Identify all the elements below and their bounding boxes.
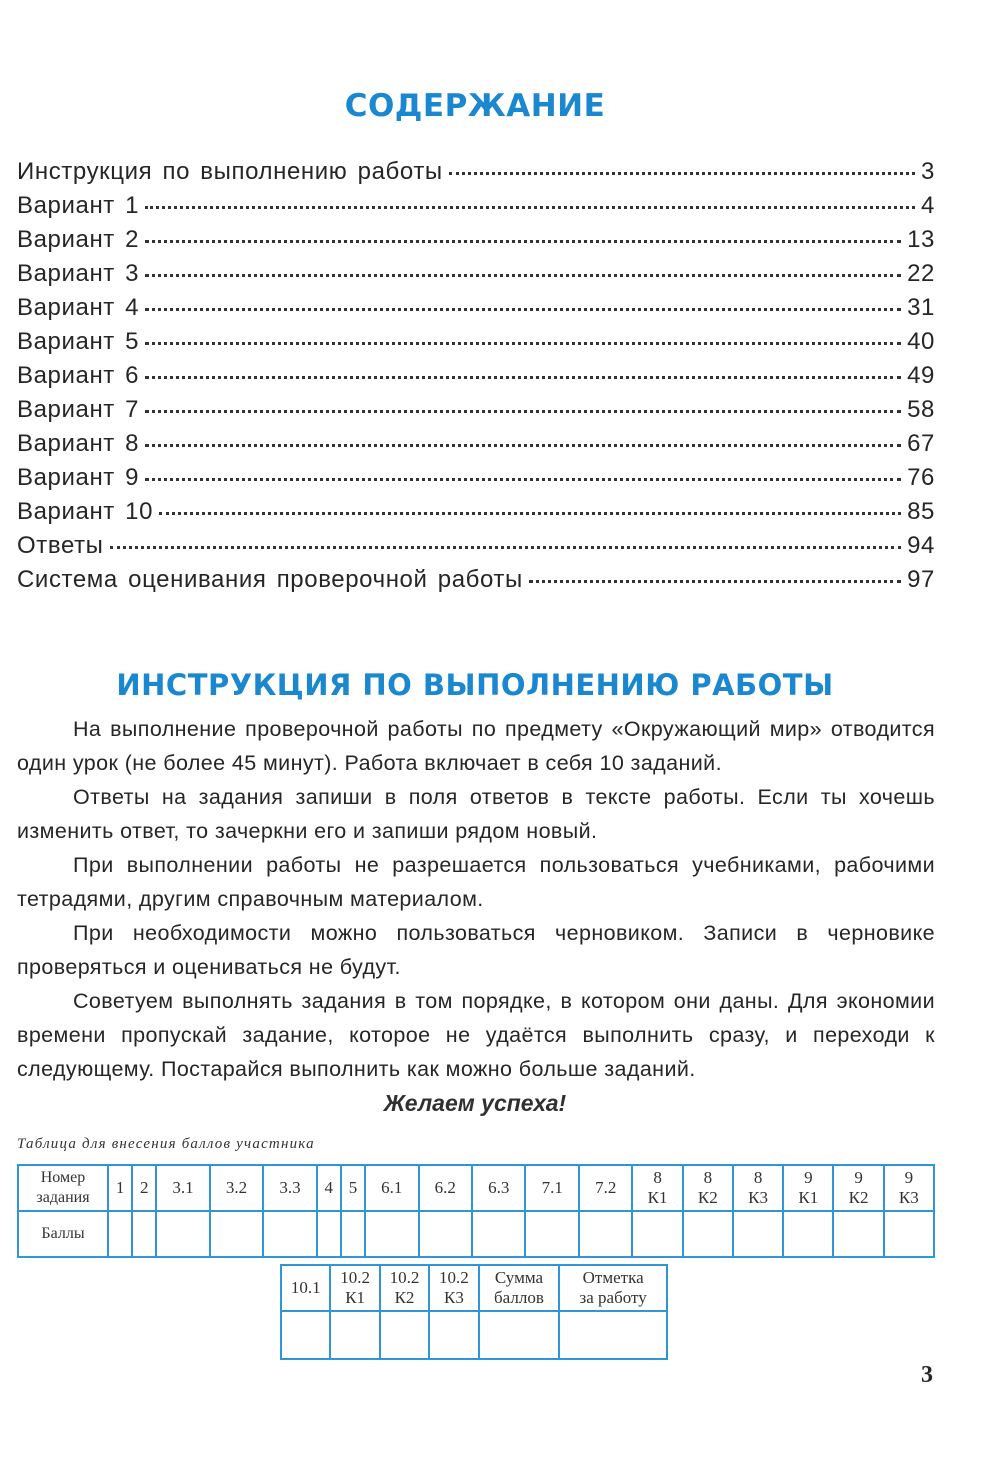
summary-header-cell-criterion: за работу	[579, 1288, 647, 1307]
toc-dot-leader	[145, 206, 915, 209]
toc-entry-page: 49	[907, 362, 935, 389]
task-header-cell	[472, 1165, 525, 1211]
toc-dot-leader	[529, 580, 901, 583]
toc-entry-page: 22	[907, 260, 935, 287]
task-header-cell-number: 9	[904, 1168, 914, 1187]
summary-header-cell	[559, 1265, 667, 1311]
toc-entry-label: Вариант 5	[17, 328, 140, 355]
summary-header-cell	[429, 1265, 478, 1311]
toc-entry-page: 13	[907, 226, 935, 253]
task-header-cell-criterion: К2	[848, 1188, 869, 1207]
task-header-cell-number: 6.3	[488, 1178, 510, 1197]
summary-header-cell	[281, 1265, 330, 1311]
summary-header-cell-number: 10.2	[389, 1268, 420, 1287]
toc-entry-page: 4	[921, 192, 935, 219]
task-header-cell	[156, 1165, 209, 1211]
score-input-cell[interactable]	[132, 1211, 156, 1257]
summary-header-cell	[380, 1265, 429, 1311]
toc-entry-page: 40	[907, 328, 935, 355]
toc-entry	[17, 396, 935, 430]
score-input-cell[interactable]	[365, 1211, 418, 1257]
toc-entry-page: 85	[907, 498, 935, 525]
summary-header-cell-number: 10.2	[439, 1268, 469, 1287]
score-table	[17, 1164, 935, 1258]
summary-header-cell-number: 10.2	[340, 1268, 370, 1287]
toc-entry	[17, 498, 935, 532]
task-header-cell	[419, 1165, 472, 1211]
score-input-cell[interactable]	[783, 1211, 833, 1257]
task-header-cell-number: 8	[703, 1168, 713, 1187]
summary-input-cell[interactable]	[429, 1311, 478, 1359]
task-header-cell-number: 7.2	[595, 1178, 617, 1197]
task-header-cell-number: 7.1	[541, 1178, 563, 1197]
instruction-paragraph: На выполнение проверочной работы по предмету «Окружающий мир» отводится один урок (не более 45 минут). Работа включает в себя 10 заданий.	[17, 717, 935, 775]
task-header-cell	[263, 1165, 316, 1211]
task-header-cell-criterion: К2	[697, 1188, 718, 1207]
task-header-cell-criterion: К3	[898, 1188, 919, 1207]
task-header-cell-criterion: К1	[798, 1188, 819, 1207]
task-header-cell-number: 6.1	[381, 1178, 403, 1197]
summary-header-cell-criterion: баллов	[494, 1288, 544, 1307]
good-luck-wish: Желаем успеха!	[383, 1090, 567, 1116]
task-header-cell-number: 9	[804, 1168, 813, 1187]
score-input-cell[interactable]	[108, 1211, 132, 1257]
score-input-cell[interactable]	[579, 1211, 632, 1257]
instruction-paragraph: Ответы на задания запиши в поля ответов в тексте работы. Если ты хочешь изменить ответ, то зачеркни его и запиши рядом новый.	[17, 785, 935, 843]
task-header-cell-number: 4	[324, 1178, 334, 1197]
task-header-cell	[108, 1165, 132, 1211]
toc-entry-label: Вариант 8	[17, 430, 140, 457]
toc-dot-leader	[145, 376, 901, 379]
summary-header-cell-criterion: К2	[394, 1288, 415, 1307]
summary-input-cell[interactable]	[330, 1311, 379, 1359]
score-input-cell[interactable]	[525, 1211, 578, 1257]
toc-entry	[17, 260, 935, 294]
task-header-cell-number: 8	[753, 1168, 763, 1187]
task-header-cell-number: 1	[115, 1178, 125, 1197]
task-header-cell-number: 9	[854, 1168, 863, 1187]
toc-entry	[17, 294, 935, 328]
task-header-cell	[733, 1165, 783, 1211]
task-header-cell	[525, 1165, 578, 1211]
toc-dot-leader	[145, 444, 901, 447]
toc-dot-leader	[145, 274, 901, 277]
toc-entry	[17, 158, 935, 192]
instruction-paragraph: При необходимости можно пользоваться черновиком. Записи в черновике проверяться и оцениваться не будут.	[17, 921, 935, 979]
score-table-caption: Таблица для внесения баллов участника	[17, 1136, 315, 1152]
task-header-cell	[317, 1165, 341, 1211]
toc-entry	[17, 430, 935, 464]
task-header-cell	[833, 1165, 883, 1211]
summary-header-cell-criterion: К3	[444, 1288, 464, 1307]
toc-entry-label: Инструкция по выполнению работы	[17, 158, 443, 185]
toc-entry-page: 3	[921, 158, 935, 185]
toc-entry-page: 31	[907, 294, 935, 321]
summary-input-cell[interactable]	[559, 1311, 667, 1359]
task-header-cell	[579, 1165, 632, 1211]
task-header-cell-number: 3.1	[172, 1178, 194, 1197]
task-header-cell-criterion: К1	[647, 1188, 668, 1207]
toc-entry-label: Вариант 9	[17, 464, 140, 491]
summary-header-cell	[479, 1265, 560, 1311]
toc-dot-leader	[145, 478, 901, 481]
task-header-cell-number: 6.2	[434, 1178, 456, 1197]
score-input-cell[interactable]	[156, 1211, 209, 1257]
score-input-cell[interactable]	[263, 1211, 316, 1257]
summary-header-cell	[330, 1265, 379, 1311]
toc-entry-page: 97	[907, 566, 935, 593]
summary-input-cell[interactable]	[380, 1311, 429, 1359]
task-header-cell	[632, 1165, 682, 1211]
toc-entry-label: Вариант 2	[17, 226, 140, 253]
toc-dot-leader	[110, 546, 902, 549]
instruction-paragraph: При выполнении работы не разрешается пользоваться учебниками, рабочими тетрадями, другим справочным материалом.	[17, 853, 935, 911]
task-header-cell	[341, 1165, 365, 1211]
task-header-cell	[884, 1165, 934, 1211]
toc-entry	[17, 566, 935, 600]
toc-entry-page: 58	[907, 396, 935, 423]
score-input-cell[interactable]	[632, 1211, 682, 1257]
task-header-cell	[683, 1165, 733, 1211]
toc-entry-label: Вариант 3	[17, 260, 140, 287]
summary-header-cell-criterion: К1	[345, 1288, 366, 1307]
toc-entry-page: 76	[907, 464, 935, 491]
score-input-cell[interactable]	[884, 1211, 934, 1257]
task-header-cell	[210, 1165, 263, 1211]
task-number-header: Номер задания	[18, 1165, 108, 1211]
summary-input-cell[interactable]	[281, 1311, 330, 1359]
toc-entry-label: Вариант 1	[17, 192, 140, 219]
task-header-cell-number: 2	[139, 1178, 149, 1197]
toc-entry-label: Система оценивания проверочной работы	[17, 566, 523, 593]
score-input-cell[interactable]	[833, 1211, 883, 1257]
instructions-body	[17, 712, 935, 1086]
task-header-cell	[365, 1165, 418, 1211]
toc-dot-leader	[449, 172, 915, 175]
task-header-cell-number: 5	[348, 1178, 358, 1197]
toc-entry	[17, 226, 935, 260]
toc-entry-label: Вариант 7	[17, 396, 140, 423]
toc-entry-page: 94	[907, 532, 935, 559]
toc-entry	[17, 464, 935, 498]
toc-entry	[17, 362, 935, 396]
toc-entry-label: Вариант 10	[17, 498, 154, 525]
task-header-cell-number: 3.3	[279, 1178, 301, 1197]
toc-entry	[17, 192, 935, 226]
toc-entry	[17, 532, 935, 566]
summary-header-cell-number: Отметка	[582, 1268, 644, 1287]
toc-entry-label: Вариант 6	[17, 362, 140, 389]
score-input-cell[interactable]	[419, 1211, 472, 1257]
score-input-cell[interactable]	[683, 1211, 733, 1257]
toc-entry-page: 67	[907, 430, 935, 457]
summary-table	[280, 1264, 668, 1360]
toc-dot-leader	[145, 308, 901, 311]
task-header-cell-number: 3.2	[225, 1178, 248, 1197]
table-of-contents	[17, 158, 935, 600]
toc-entry-label: Ответы	[17, 532, 104, 559]
toc-dot-leader	[145, 410, 901, 413]
toc-entry-label: Вариант 4	[17, 294, 140, 321]
score-input-cell[interactable]	[210, 1211, 263, 1257]
toc-dot-leader	[159, 512, 901, 515]
summary-header-cell-number: Сумма	[494, 1268, 544, 1287]
toc-title: СОДЕРЖАНИЕ	[344, 88, 606, 124]
score-input-cell[interactable]	[472, 1211, 525, 1257]
summary-header-cell-number: 10.1	[290, 1278, 321, 1297]
score-input-cell[interactable]	[341, 1211, 365, 1257]
task-header-cell-criterion: К3	[748, 1188, 768, 1207]
task-header-cell-number: 8	[653, 1168, 662, 1187]
summary-input-cell[interactable]	[479, 1311, 560, 1359]
toc-dot-leader	[145, 240, 901, 243]
toc-entry	[17, 328, 935, 362]
score-input-cell[interactable]	[733, 1211, 783, 1257]
score-input-cell[interactable]	[317, 1211, 341, 1257]
instructions-title: ИНСТРУКЦИЯ ПО ВЫПОЛНЕНИЮ РАБОТЫ	[116, 668, 834, 702]
task-header-cell	[783, 1165, 833, 1211]
toc-dot-leader	[145, 342, 901, 345]
scores-row-label: Баллы	[18, 1211, 108, 1257]
page-number: 3	[921, 1362, 933, 1388]
task-header-cell	[132, 1165, 156, 1211]
instruction-paragraph: Советуем выполнять задания в том порядке, в котором они даны. Для экономии времени пропускай задание, которое не удаётся выполнить сразу, и переходи к следующему. Постарайся выполнить как можно больше заданий.	[17, 989, 935, 1081]
